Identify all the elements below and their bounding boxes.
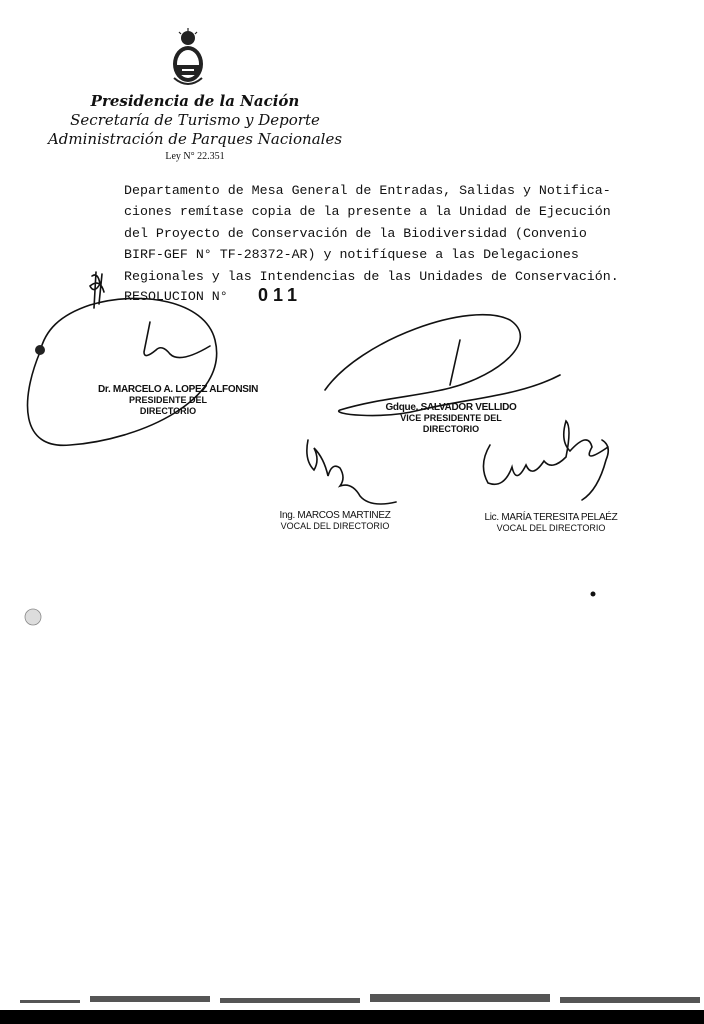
resolution-label: RESOLUCION N°: [124, 289, 228, 304]
signer-name: Dr. MARCELO A. LOPEZ ALFONSIN: [98, 384, 259, 395]
body-line: BIRF-GEF N° TF-28372-AR) y notifíquese a las Delegaciones: [124, 247, 579, 263]
signature-block-vocal-pelaez: [476, 512, 626, 534]
letterhead-secretariat: Secretaría de Turismo y Deporte: [70, 111, 320, 129]
signer-role: VOCAL DEL DIRECTORIO: [280, 521, 390, 531]
body-line: Regionales y las Intendencias de las Unidades de Conservación.: [124, 268, 619, 284]
letterhead-administration: Administración de Parques Nacionales: [47, 130, 343, 148]
signature-president: [28, 298, 217, 445]
ink-dot: [591, 592, 596, 597]
body-line: del Proyecto de Conservación de la Biodiversidad (Convenio: [124, 225, 587, 241]
signer-role: DIRECTORIO: [422, 424, 480, 434]
signer-name: Gdque. SALVADOR VELLIDO: [385, 402, 517, 413]
signature-vice-president-stroke: [450, 340, 460, 385]
signature-vice-president: [325, 315, 560, 416]
resolution-number: 011: [258, 285, 303, 305]
signature-block-vice-president: [376, 402, 526, 435]
scan-border-bar: [0, 1010, 704, 1024]
signer-role: PRESIDENTE DEL: [128, 395, 207, 405]
signature-martinez: [307, 440, 396, 504]
signer-role: VICE PRESIDENTE DEL: [400, 413, 502, 423]
body-line: Departamento de Mesa General de Entradas, Salidas y Notifica-: [124, 183, 611, 198]
letterhead-law-number: Ley N° 22.351: [165, 151, 225, 162]
letterhead-presidency: Presidencia de la Nación: [90, 92, 300, 110]
scan-noise-strip: [0, 988, 704, 1010]
signer-name: Lic. MARÍA TERESITA PELAÉZ: [484, 512, 618, 523]
signature-block-vocal-martinez: [270, 510, 400, 532]
ink-smudge: [25, 609, 41, 625]
signer-role: VOCAL DEL DIRECTORIO: [496, 523, 606, 533]
signature-block-president: [98, 384, 259, 417]
signature-president-stroke: [144, 322, 210, 358]
signer-role: DIRECTORIO: [139, 406, 197, 416]
body-line: ciones remítase copia de la presente a la Unidad de Ejecución: [124, 204, 611, 220]
signer-name: Ing. MARCOS MARTINEZ: [279, 510, 391, 521]
ink-smudge: [35, 345, 45, 355]
